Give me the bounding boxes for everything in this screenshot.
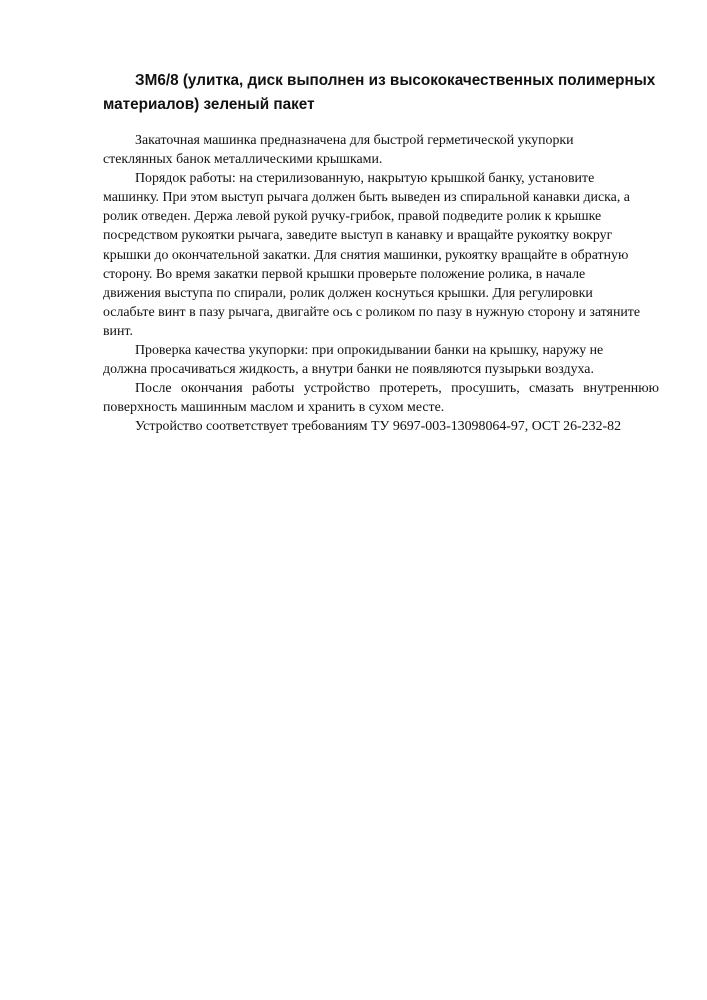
text-line: должна просачиваться жидкость, а внутри банки не появляются пузырьки воздуха. — [103, 362, 594, 378]
text-line: машинку. При этом выступ рычага должен быть выведен из спиральной канавки диска, а — [103, 190, 630, 206]
text-line: поверхность машинным маслом и хранить в сухом месте. — [103, 400, 445, 416]
text-line: сторону. Во время закатки первой крышки проверьте положение ролика, в начале — [103, 266, 586, 282]
text-line: ролик отведен. Держа левой рукой ручку-грибок, правой подведите ролик к крышке — [103, 209, 602, 225]
text-line: Порядок работы: на стерилизованную, накрытую крышкой банку, установите — [135, 171, 595, 187]
title-line: ЗМ6/8 (улитка, диск выполнен из высококачественных полимерных — [135, 72, 656, 89]
paragraph-quality-check — [103, 341, 659, 379]
text-line: винт. — [103, 323, 133, 339]
text-line: стеклянных банок металлическими крышками. — [103, 152, 383, 168]
text-line: Проверка качества укупорки: при опрокидывании банки на крышку, наружу не — [135, 343, 604, 359]
text-line: посредством рукоятки рычага, заведите выступ в канавку и вращайте рукоятку вокруг — [103, 228, 613, 244]
paragraph-compliance — [103, 417, 659, 436]
document-body — [103, 131, 659, 437]
text-line: После окончания работы устройство протереть, просушить, смазать внутреннюю — [135, 381, 659, 397]
text-line: Закаточная машинка предназначена для быстрой герметической укупорки — [135, 133, 574, 148]
text-line: Устройство соответствует требованиям ТУ 9697-003-13098064-97, ОСТ 26-232-82 — [135, 419, 622, 435]
document-title — [103, 69, 663, 117]
paragraph-maintenance — [103, 379, 659, 417]
paragraph-purpose — [103, 131, 659, 169]
text-line: движения выступа по спирали, ролик должен коснуться крышки. Для регулировки — [103, 285, 593, 301]
paragraph-procedure — [103, 169, 659, 341]
text-line: ослабьте винт в пазу рычага, двигайте ось с роликом по пазу в нужную сторону и затяните — [103, 304, 641, 320]
text-line: крышки до окончательной закатки. Для снятия машинки, рукоятку вращайте в обратную — [103, 247, 629, 263]
title-line: материалов) зеленый пакет — [103, 96, 315, 113]
